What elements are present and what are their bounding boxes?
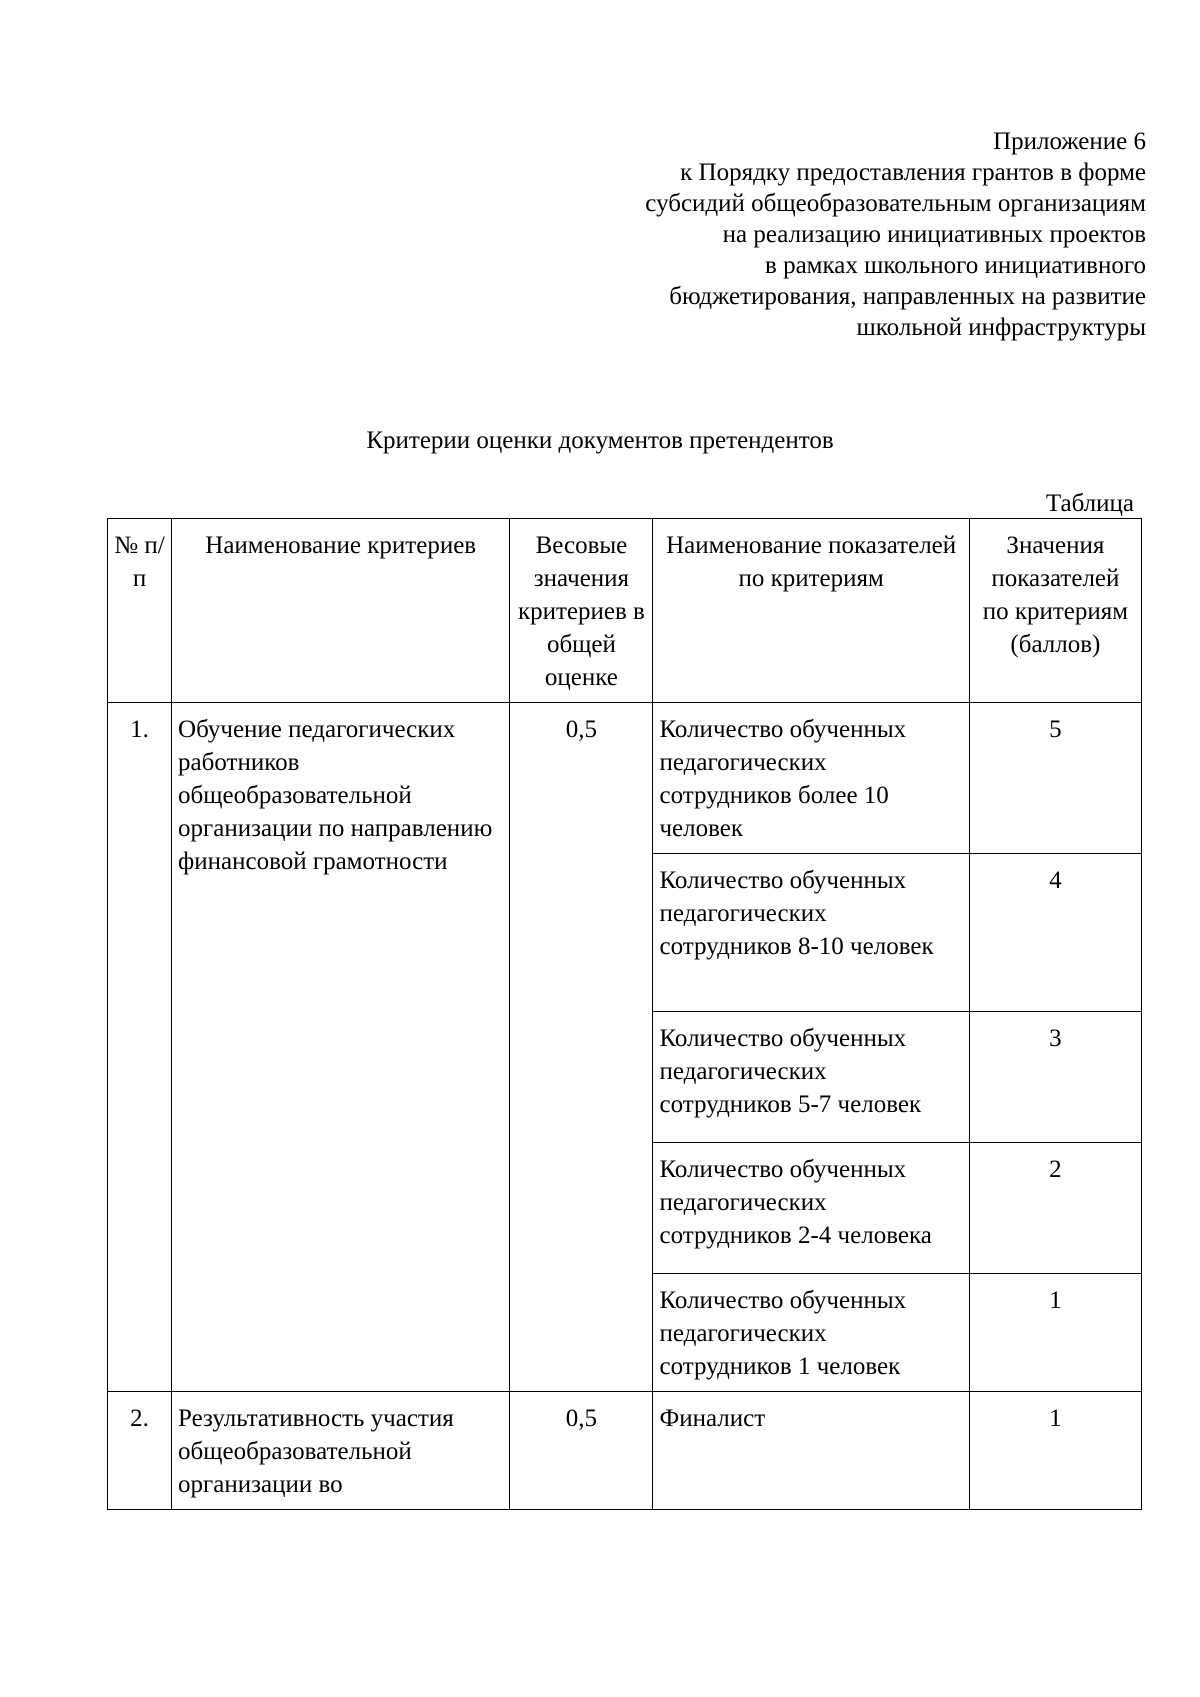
table-header-row [108,519,1142,703]
indicator-name: Количество обученных педагогических сотрудников 5-7 человек [653,1012,969,1143]
row-number: 2. [108,1392,172,1510]
criteria-table [107,518,1142,1510]
appendix-line: в рамках школьного инициативного [765,252,1146,279]
criterion-weight: 0,5 [510,703,653,1392]
header-indicator: Наименование показателей по критериям [653,519,969,703]
appendix-line: Приложение 6 [993,128,1146,155]
appendix-header [446,126,1146,343]
document-title: Критерии оценки документов претендентов [366,427,834,454]
appendix-line: к Порядку предоставления грантов в форме [680,159,1146,186]
indicator-value: 2 [969,1143,1141,1274]
appendix-line: субсидий общеобразовательным организациям [645,190,1146,217]
indicator-value: 1 [969,1274,1141,1392]
header-value: Значения показателей по критериям (баллов) [969,519,1141,703]
criterion-weight: 0,5 [510,1392,653,1510]
indicator-name: Количество обученных педагогических сотрудников 8-10 человек [653,854,969,1012]
indicator-value: 5 [969,703,1141,854]
indicator-name: Количество обученных педагогических сотрудников 2-4 человека [653,1143,969,1274]
table-row [108,703,1142,854]
indicator-name: Количество обученных педагогических сотрудников более 10 человек [653,703,969,854]
header-number: № п/п [108,519,172,703]
header-weight: Весовые значения критериев в общей оценке [510,519,653,703]
criterion-name: Результативность участия общеобразовательной организации во [172,1392,510,1510]
indicator-value: 3 [969,1012,1141,1143]
indicator-value: 4 [969,854,1141,1012]
header-criterion: Наименование критериев [172,519,510,703]
appendix-line: школьной инфраструктуры [856,314,1146,341]
indicator-name: Финалист [653,1392,969,1510]
table-row [108,1392,1142,1510]
indicator-value: 1 [969,1392,1141,1510]
criterion-name: Обучение педагогических работников общеобразовательной организации по направлению финансовой грамотности [172,703,510,1392]
row-number: 1. [108,703,172,1392]
table-caption: Таблица [1045,490,1134,517]
appendix-line: на реализацию инициативных проектов [722,221,1146,248]
indicator-name: Количество обученных педагогических сотрудников 1 человек [653,1274,969,1392]
appendix-line: бюджетирования, направленных на развитие [669,283,1146,310]
